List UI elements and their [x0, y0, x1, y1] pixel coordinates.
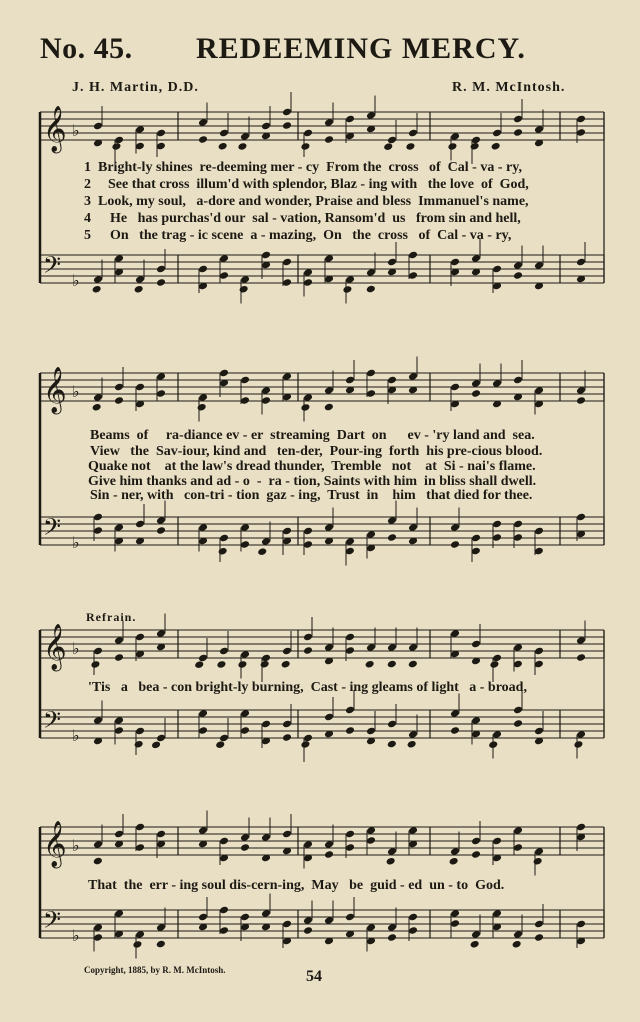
verse-number: 5	[84, 228, 91, 243]
page-number: 54	[306, 968, 322, 985]
svg-text:♭: ♭	[72, 271, 80, 290]
hymn-title: REDEEMING MERCY.	[196, 32, 526, 65]
svg-text:♭: ♭	[72, 726, 80, 745]
svg-text:𝄢: 𝄢	[43, 513, 62, 546]
svg-text:♭: ♭	[72, 836, 80, 855]
svg-text:𝄞: 𝄞	[43, 624, 67, 670]
bass-staff	[40, 894, 604, 959]
svg-text:𝄢: 𝄢	[43, 906, 62, 939]
lyric-line: Sin - ner, with con-tri - tion gaz - ing, Trust in him that died for thee.	[90, 488, 533, 503]
treble-staff	[40, 811, 604, 876]
svg-text:♭: ♭	[72, 926, 80, 945]
lyric-line: That the err - ing soul dis-cern-ing, May be guid - ed un - to God.	[88, 878, 505, 893]
lyric-line: 'Tis a bea - con bright-ly burning, Cast - ing gleams of light a - broad,	[88, 680, 527, 695]
verse-number: 4	[84, 211, 91, 226]
verse-number: 2	[84, 177, 91, 192]
verse-number: 3	[84, 194, 91, 209]
lyric-line: Beams of ra-diance ev - er streaming Dart on ev - 'ry land and sea.	[90, 428, 535, 443]
bass-staff	[40, 501, 604, 566]
refrain-label: Refrain.	[86, 610, 137, 624]
verse-line: On the trag - ic scene a - mazing, On the cross of Cal - va - ry,	[110, 228, 512, 243]
bass-staff	[40, 239, 604, 304]
lyric-line: View the Sav-iour, kind and ten-der, Pour-ing forth his pre-cious blood.	[90, 444, 543, 459]
composer: R. M. McIntosh.	[452, 80, 566, 95]
svg-text:𝄞: 𝄞	[43, 367, 67, 413]
lyricist: J. H. Martin, D.D.	[72, 80, 199, 95]
copyright-notice: Copyright, 1885, by R. M. McIntosh.	[84, 965, 226, 975]
svg-text:♭: ♭	[72, 533, 80, 552]
lyric-line: Give him thanks and ad - o - ra - tion, Saints with him in bliss shall dwell.	[88, 474, 537, 489]
bass-staff	[40, 690, 604, 762]
verse-line: Bright-ly shines re-deeming mer - cy From the cross of Cal - va - ry,	[98, 160, 522, 175]
svg-text:𝄢: 𝄢	[43, 706, 62, 739]
lyric-line: Quake not at the law's dread thunder, Tremble not at Si - nai's flame.	[88, 459, 536, 474]
verse-line: He has purchas'd our sal - vation, Ransom'd us from sin and hell,	[110, 211, 521, 226]
svg-text:𝄞: 𝄞	[43, 821, 67, 867]
svg-text:♭: ♭	[72, 382, 80, 401]
verse-line: See that cross illum'd with splendor, Blaz - ing with the love of God,	[108, 177, 529, 192]
verse-line: Look, my soul, a-dore and wonder, Praise and bless Immanuel's name,	[98, 194, 529, 209]
treble-staff	[40, 92, 604, 164]
svg-text:𝄢: 𝄢	[43, 251, 62, 284]
verse-number: 1	[84, 160, 91, 175]
svg-text:♭: ♭	[72, 639, 80, 658]
hymn-number: No. 45.	[40, 32, 133, 65]
treble-staff	[40, 357, 604, 422]
svg-text:♭: ♭	[72, 121, 80, 140]
svg-text:𝄞: 𝄞	[43, 106, 67, 152]
treble-staff	[40, 614, 604, 683]
